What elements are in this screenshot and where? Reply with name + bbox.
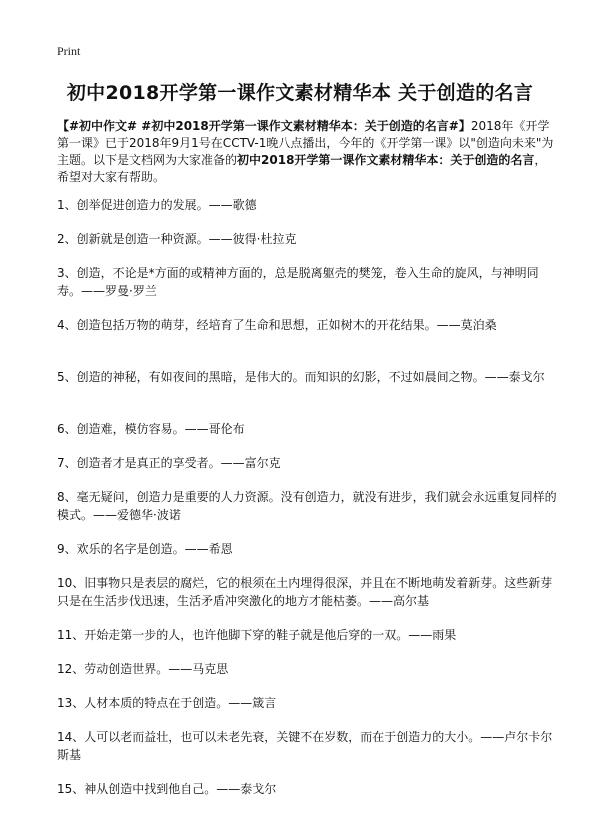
quote-item-5: 5、创造的神秘，有如夜间的黑暗，是伟大的。而知识的幻影，不过如晨间之物。——泰戈尔 [57, 370, 545, 384]
quote-item-15: 15、神从创造中找到他自己。——泰戈尔 [57, 782, 277, 796]
intro-paragraph [57, 118, 557, 186]
quote-item-3: 3、创造，不论是*方面的或精神方面的，总是脱离躯壳的樊笼，卷入生命的旋风，与神明同寿。——罗曼·罗兰 [57, 266, 539, 298]
intro-text-2: ，希望对大家有帮助。 [57, 153, 547, 184]
quote-item-11: 11、开始走第一步的人，也许他脚下穿的鞋子就是他后穿的一双。——雨果 [57, 628, 457, 642]
quote-item-7: 7、创造者才是真正的享受者。——富尔克 [57, 456, 281, 470]
quote-item-10: 10、旧事物只是表层的腐烂，它的根须在土内埋得很深，并且在不断地萌发着新芽。这些新芽只是在生活步伐迅速，生活矛盾冲突激化的地方才能枯萎。——高尔基 [57, 576, 553, 608]
quote-item-2: 2、创新就是创造一种资源。——彼得·杜拉克 [57, 232, 297, 246]
quote-item-9: 9、欢乐的名字是创造。——希恩 [57, 542, 233, 556]
quote-item-1: 1、创举促进创造力的发展。——歌德 [57, 198, 257, 212]
quote-item-12: 12、劳动创造世界。——马克思 [57, 662, 229, 676]
quote-item-4: 4、创造包括万物的萌芽，经培育了生命和思想，正如树木的开花结果。——莫泊桑 [57, 318, 497, 332]
intro-bold-lead: 【#初中作文# #初中2018开学第一课作文素材精华本：关于创造的名言#】 [57, 119, 471, 133]
intro-bold-mid: 初中2018开学第一课作文素材精华本：关于创造的名言 [237, 153, 535, 167]
quote-item-14: 14、人可以老而益壮，也可以未老先衰，关键不在岁数，而在于创造力的大小。——卢尔卡尔斯基 [57, 730, 553, 762]
quote-item-8: 8、毫无疑问，创造力是重要的人力资源。没有创造力，就没有进步，我们就会永远重复同样的模式。——爱德华·波诺 [57, 490, 557, 522]
print-link[interactable]: Print [57, 44, 81, 58]
quote-item-6: 6、创造难，模仿容易。——哥伦布 [57, 422, 245, 436]
quote-item-13: 13、人材本质的特点在于创造。——箴言 [57, 696, 277, 710]
intro-text-1: 2018年《开学第一课》已于2018年9月1号在CCTV-1晚八点播出，今年的《开学第一课》以"创造向未来"为主题。以下是文档网为大家准备的 [57, 119, 554, 167]
document-title: 初中2018开学第一课作文素材精华本 关于创造的名言 [66, 82, 534, 104]
